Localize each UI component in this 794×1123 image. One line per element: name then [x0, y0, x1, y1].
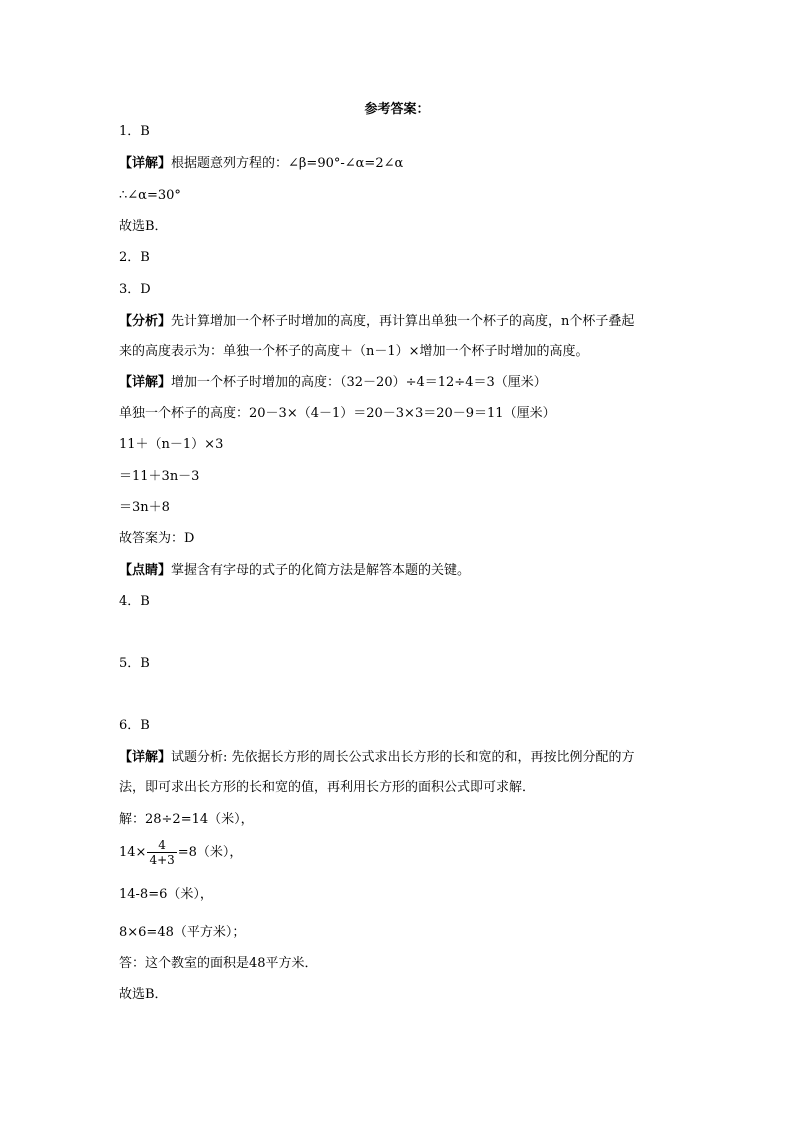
detail-text: 试题分析: 先依据长方形的周长公式求出长方形的长和宽的和，再按比例分配的方: [171, 750, 635, 765]
answer-3-step: ＝11＋3n－3: [119, 469, 200, 484]
remark-tag: 【点睛】: [119, 563, 172, 578]
expr-suffix: =8（米），: [177, 845, 243, 860]
fraction: [147, 838, 176, 867]
answer-6-step: 8×6=48（平方米）；: [119, 925, 246, 940]
answer-3-remark: [119, 562, 470, 580]
answer-1: 1．B: [119, 124, 150, 139]
detail-tag: 【详解】: [119, 156, 172, 171]
answer-3-analysis: [119, 313, 634, 331]
detail-tag: 【详解】: [119, 750, 172, 765]
answer-1-detail: [119, 155, 403, 173]
answer-6-conclusion: 故选B．: [119, 987, 168, 1002]
answer-6-step: 14-8=6（米），: [119, 887, 213, 902]
answer-6-detail: [119, 749, 635, 767]
answer-3-step: ＝3n＋8: [119, 500, 170, 515]
answer-3-step: 11＋（n－1）×3: [119, 437, 224, 452]
answer-6: 6．B: [119, 718, 150, 733]
detail-tag: 【详解】: [119, 375, 172, 390]
answer-1-step: ∴∠α=30°: [119, 188, 181, 203]
page-title: 参考答案：: [364, 102, 430, 117]
analysis-text: 先计算增加一个杯子时增加的高度，再计算出单独一个杯子的高度，n个杯子叠起: [171, 314, 635, 329]
answer-3-detail: [119, 374, 547, 392]
answer-4: 4．B: [119, 594, 150, 609]
detail-text: 增加一个杯子时增加的高度：（32－20）÷4＝12÷4＝3（厘米）: [171, 375, 547, 390]
fraction-denominator: 4+3: [149, 853, 175, 867]
answer-3-step: 单独一个杯子的高度：20－3×（4－1）＝20－3×3＝20－9＝11（厘米）: [119, 406, 556, 421]
answer-6-step: 解：28÷2=14（米），: [119, 812, 254, 827]
answer-2: 2．B: [119, 250, 150, 265]
fraction-numerator: 4: [147, 838, 176, 853]
remark-text: 掌握含有字母的式子的化简方法是解答本题的关键。: [171, 563, 471, 578]
answer-1-conclusion: 故选B．: [119, 219, 168, 234]
answer-3-conclusion: 故答案为：D: [119, 531, 195, 546]
expr-prefix: 14×: [119, 845, 147, 860]
answer-6-answer: 答：这个教室的面积是48平方米．: [119, 956, 318, 971]
answer-3-analysis-cont: 来的高度表示为：单独一个杯子的高度＋（n－1）×增加一个杯子时增加的高度。: [119, 344, 589, 359]
analysis-tag: 【分析】: [119, 314, 172, 329]
answer-6-fraction-step: [119, 838, 242, 868]
answer-6-detail-cont: 法，即可求出长方形的长和宽的值，再利用长方形的面积公式即可求解．: [119, 780, 536, 795]
answer-3: 3．D: [119, 282, 151, 297]
detail-text: 根据题意列方程的：∠β=90°-∠α=2∠α: [171, 156, 404, 171]
answer-5: 5．B: [119, 656, 150, 671]
